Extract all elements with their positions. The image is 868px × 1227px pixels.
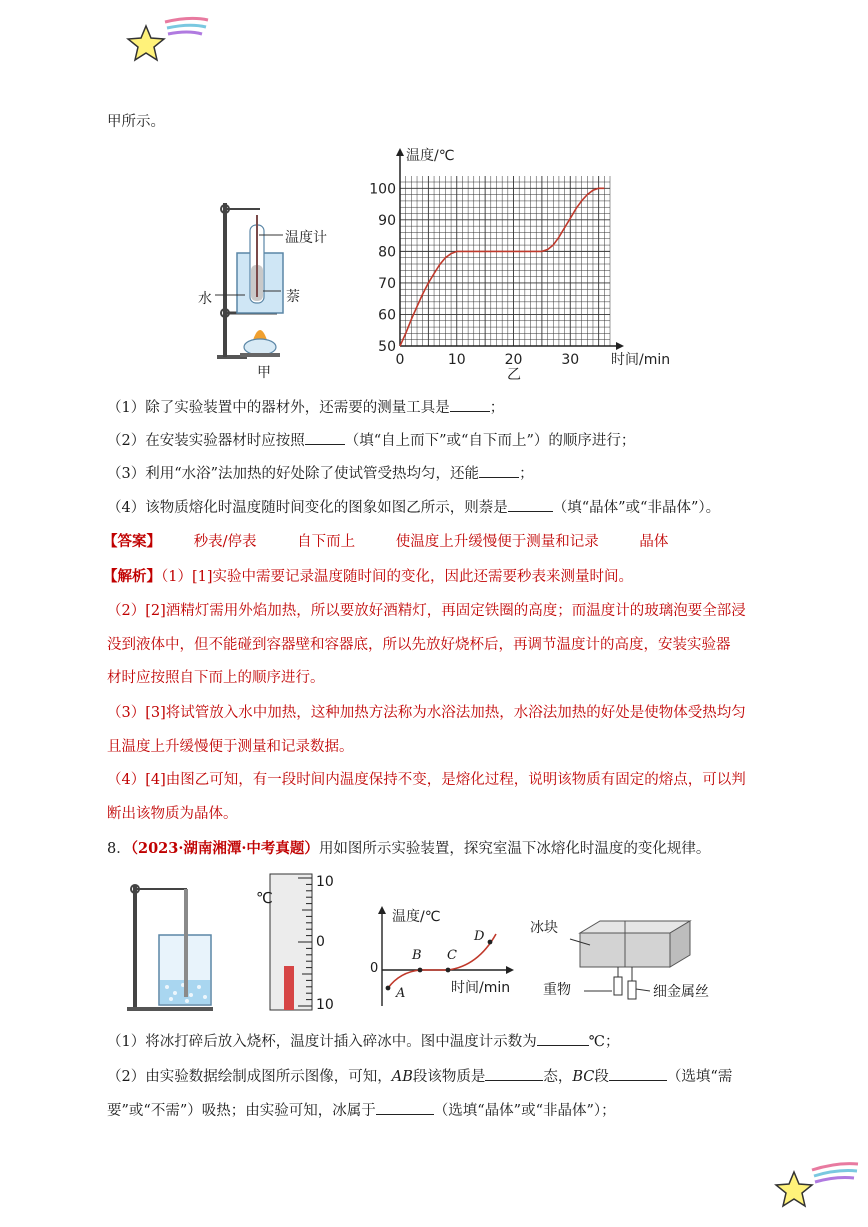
x-tick-label: 10 xyxy=(447,352,466,368)
thermometer-label-bottom: 10 xyxy=(316,997,334,1013)
figure-yi-chart xyxy=(360,140,680,385)
y-tick-label: 90 xyxy=(378,212,396,229)
point-b: B xyxy=(412,948,422,963)
analysis-line-4: 材时应按照自下而上的顺序进行。 xyxy=(107,670,325,686)
figure-jia-apparatus xyxy=(195,195,345,385)
point-c: C xyxy=(447,948,457,963)
q7-part2: （2）在安装实验器材时应按照 （填“自上而下”或“自下而上”）的顺序进行； xyxy=(107,430,635,451)
y-tick-label: 70 xyxy=(378,275,396,292)
analysis-line-7: （4）[4]由图乙可知，有一段时间内温度保持不变，是熔化过程，说明该物质有固定的熔点，可以判 xyxy=(107,772,746,788)
thermometer-unit: ℃ xyxy=(256,889,273,907)
label-weight: 重物 xyxy=(543,982,571,998)
q8-beaker-apparatus xyxy=(125,875,225,1015)
answer-1: 秒表/停表 xyxy=(193,534,257,550)
answer-2: 自下而上 xyxy=(297,534,356,550)
answer-blank[interactable] xyxy=(609,1066,667,1081)
chart-grid xyxy=(400,176,610,346)
answer-blank[interactable] xyxy=(376,1100,434,1115)
answer-blank[interactable] xyxy=(450,397,490,412)
caption-yi: 乙 xyxy=(507,367,521,383)
intro-text: 甲所示。 xyxy=(107,114,165,130)
q7-part4: （4）该物质熔化时温度随时间变化的图象如图乙所示，则萘是 （填“晶体”或“非晶体”）。 xyxy=(107,497,720,518)
label-metal-wire: 细金属丝 xyxy=(653,984,709,1000)
answer-3: 使温度上升缓慢便于测量和记录 xyxy=(395,534,599,550)
q8-graph-xlabel: 时间/min xyxy=(451,980,511,996)
answer-blank[interactable] xyxy=(479,463,519,478)
q7-part1: （1）除了实验装置中的器材外，还需要的测量工具是 ； xyxy=(107,397,504,418)
y-tick-label: 80 xyxy=(378,244,396,261)
x-tick-label: 30 xyxy=(561,352,580,368)
q7-part3: （3）利用“水浴”法加热的好处除了使试管受热均匀，还能 ； xyxy=(107,463,534,484)
x-tick-label: 0 xyxy=(395,352,405,368)
x-axis-label: 时间/min xyxy=(611,352,671,368)
analysis-line-6: 且温度上升缓慢便于测量和记录数据。 xyxy=(107,739,354,755)
analysis-line-8: 断出该物质为晶体。 xyxy=(107,806,238,822)
q8-graph-ylabel: 温度/℃ xyxy=(392,909,441,925)
analysis-line-2: （2）[2]酒精灯需用外焰加热，所以要放好酒精灯，再固定铁圈的高度；而温度计的玻璃泡要全部浸 xyxy=(107,603,746,619)
label-naphthalene: 萘 xyxy=(286,289,300,305)
y-tick-label: 60 xyxy=(378,307,396,324)
answer-4: 晶体 xyxy=(639,534,669,550)
q8-part1: （1）将冰打碎后放入烧杯，温度计插入碎冰中。图中温度计示数为 ℃； xyxy=(107,1031,619,1052)
thermometer-label-zero: 0 xyxy=(316,934,325,950)
q8-part2: （2）由实验数据绘制成图所示图像，可知，AB段该物质是 态，BC段 （选填“需 xyxy=(107,1066,732,1087)
y-tick-label: 100 xyxy=(369,181,396,198)
y-tick-label: 50 xyxy=(378,339,396,355)
answer-blank[interactable] xyxy=(305,430,345,445)
answer-blank[interactable] xyxy=(485,1066,543,1081)
analysis-line-5: （3）[3]将试管放入水中加热，这种加热方法称为水浴法加热，水浴法加热的好处是使物体受热均匀 xyxy=(107,705,746,721)
q8-part3: 要”或“不需”）吸热；由实验可知，冰属于 （选填“晶体”或“非晶体”）； xyxy=(107,1100,616,1121)
y-axis-label: 温度/℃ xyxy=(406,148,455,164)
x-tick-label: 20 xyxy=(504,352,523,368)
x-axis-arrow xyxy=(616,342,624,350)
answer-blank[interactable] xyxy=(537,1031,589,1046)
analysis-line-3: 没到液体中，但不能碰到容器壁和容器底，所以先放好烧杯后，再调节温度计的高度，安装实验器 xyxy=(107,637,731,653)
thermometer-label-top: 10 xyxy=(316,874,334,890)
point-d: D xyxy=(474,929,485,944)
q8-graph-zero: 0 xyxy=(370,961,379,976)
label-ice-block: 冰块 xyxy=(530,920,558,936)
star-decoration-top-icon xyxy=(120,14,210,64)
answer-line: 【答案】 秒表/停表 自下而上 使温度上升缓慢便于测量和记录 晶体 xyxy=(103,533,669,550)
y-axis-arrow xyxy=(396,148,404,156)
q8-stem: 8．（2023·湖南湘潭·中考真题）用如图所示实验装置，探究室温下冰熔化时温度的变化规律。 xyxy=(107,840,711,857)
label-water: 水 xyxy=(198,291,212,307)
answer-blank[interactable] xyxy=(508,497,553,512)
star-decoration-bottom-icon xyxy=(772,1158,862,1208)
point-a: A xyxy=(396,986,406,1001)
analysis-line-1: 【解析】（1）[1]实验中需要记录温度随时间的变化，因此还需要秒表来测量时间。 xyxy=(103,568,634,585)
caption-jia: 甲 xyxy=(257,365,271,381)
label-thermometer: 温度计 xyxy=(285,230,327,246)
